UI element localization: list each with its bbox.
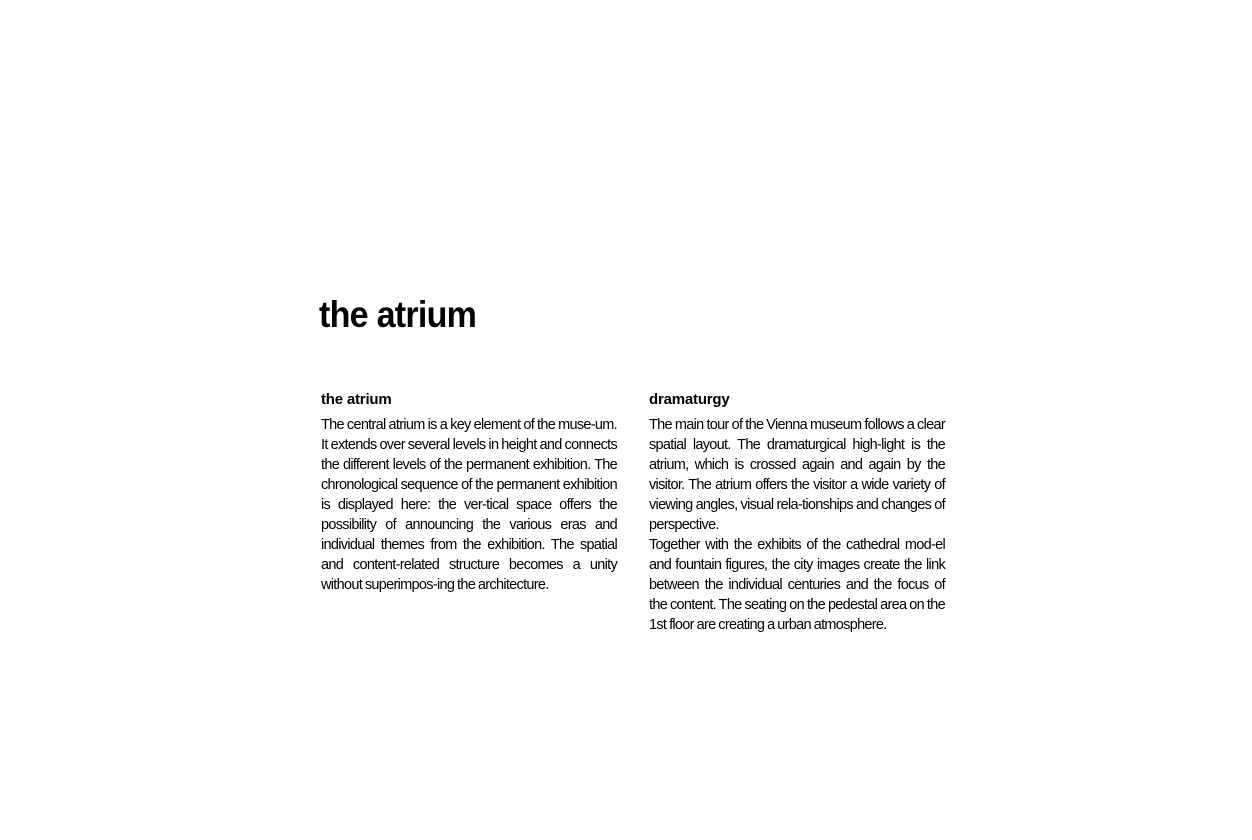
section-paragraph-dramaturgy-2: Together with the exhibits of the cathedral mod-el and fountain figures, the city images create the link between the individual centuries and the focus of the content. The seating on the pedestal area on the 1st floor are creating a urban atmosphere.: [649, 537, 945, 633]
section-paragraph-dramaturgy-1: The main tour of the Vienna museum follows a clear spatial layout. The dramaturgical high-light is the atrium, which is crossed again and again by the visitor. The atrium offers the visitor a wide variety of viewing angles, visual rela-tionships and changes of perspective.: [649, 417, 945, 533]
text-column-atrium: [321, 390, 617, 595]
section-heading-dramaturgy: dramaturgy: [649, 391, 730, 408]
section-heading-atrium: the atrium: [321, 391, 392, 408]
text-column-dramaturgy: [649, 390, 945, 635]
section-body-atrium: The central atrium is a key element of the muse-um. It extends over several levels in height and connects the different levels of the permanent exhibition. The chronological sequence of the permanent exhibition is displayed here: the ver-tical space offers the possibility of announcing the various eras and individual themes from the exhibition. The spatial and content-related structure becomes a unity without superimpos-ing the architecture.: [321, 417, 617, 593]
page-title: the atrium: [319, 294, 477, 335]
